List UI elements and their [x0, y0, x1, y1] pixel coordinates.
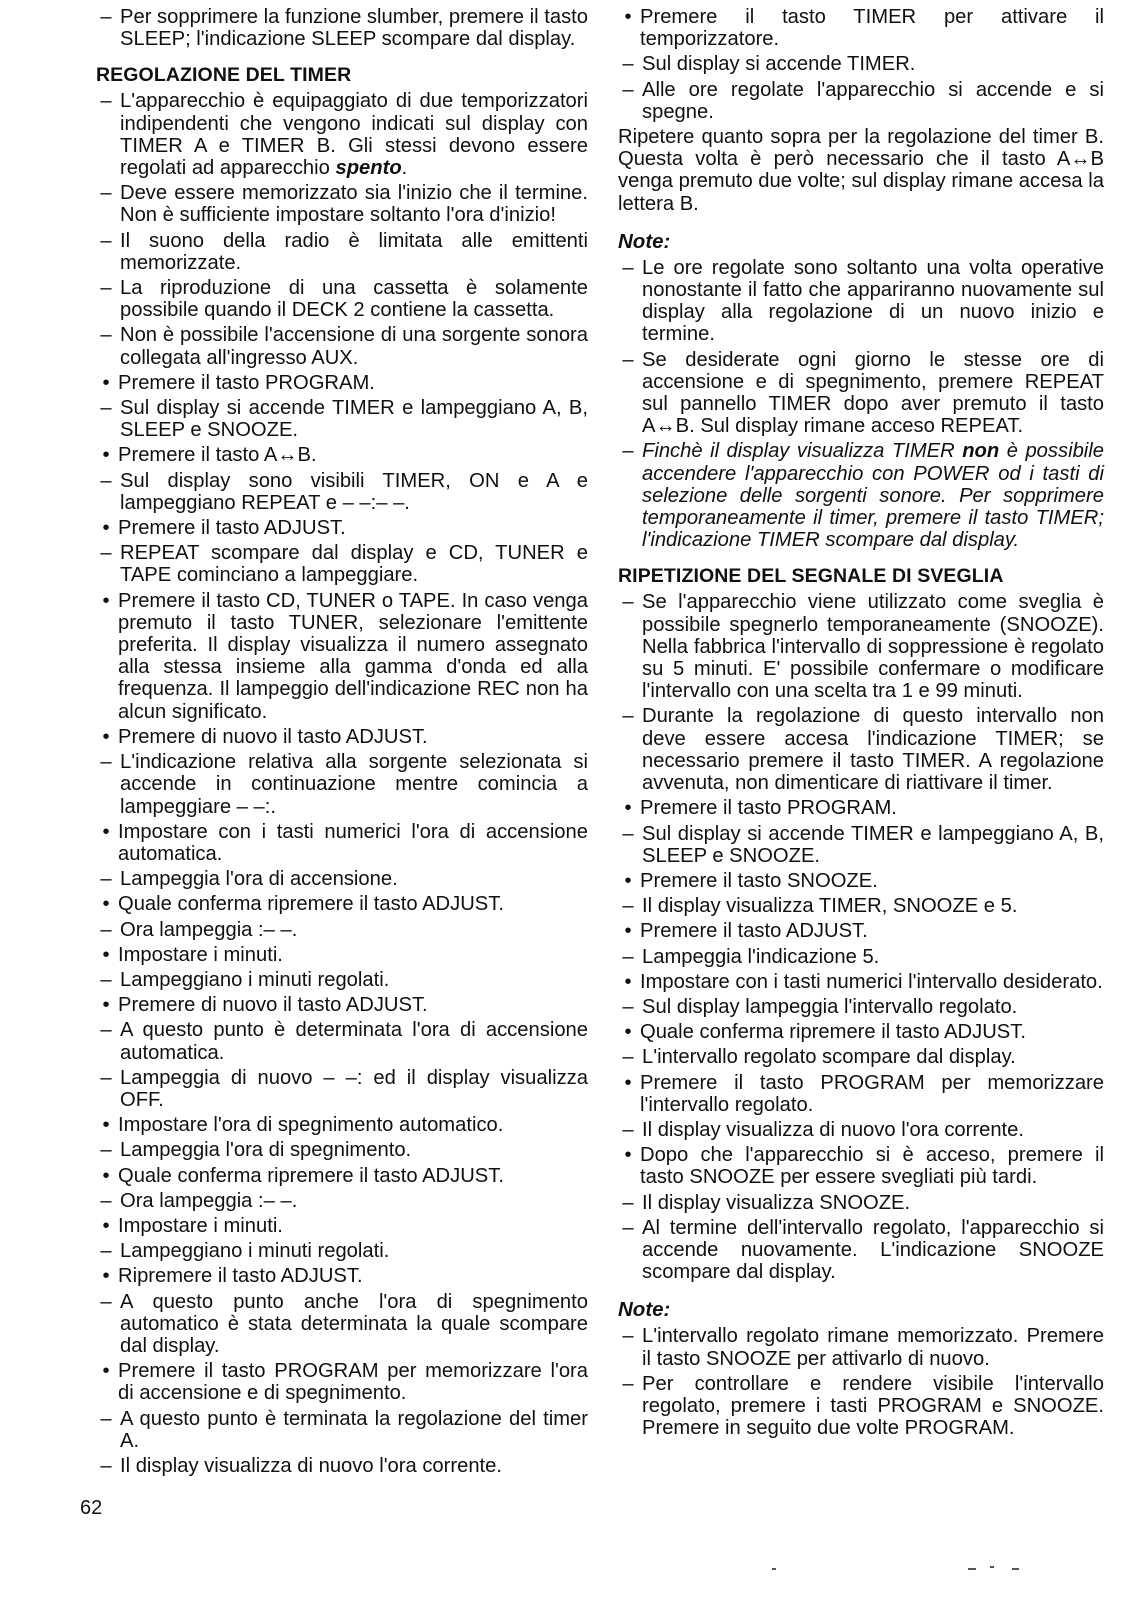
- dash-icon: –: [100, 542, 112, 565]
- bullet-icon: •: [624, 1071, 632, 1094]
- item-text: [618, 440, 1104, 551]
- text-segment: L'apparecchio è equipaggiato di due temporizzatori indipendenti che vengono indicati sul display con TIMER A e TIMER B. Gli stessi devono essere regolati ad apparecchio: [120, 90, 588, 180]
- item-text: Premere di nuovo il tasto ADJUST.: [118, 725, 428, 748]
- page-number: 62: [80, 1497, 103, 1519]
- dash-icon: –: [622, 348, 634, 371]
- dash-icon: –: [100, 1290, 112, 1313]
- item-text: Lampeggia di nuovo – –: ed il display visualizza OFF.: [120, 1066, 588, 1111]
- item-text: Il display visualizza TIMER, SNOOZE e 5.: [642, 895, 1018, 918]
- item-text: A questo punto è terminata la regolazione del timer A.: [120, 1407, 588, 1452]
- bullet-step: [618, 971, 1104, 993]
- dash-icon: –: [100, 1407, 112, 1430]
- item-text: Ora lampeggia :– –.: [120, 1189, 298, 1212]
- bullet-icon: •: [102, 725, 110, 748]
- item-text: A questo punto è determinata l'ora di accensione automatica.: [120, 1019, 588, 1064]
- item-text: Lampeggiano i minuti regolati.: [120, 968, 390, 991]
- item-text: Lampeggia l'ora di accensione.: [120, 868, 398, 891]
- item-text: Il display visualizza di nuovo l'ora corrente.: [120, 1454, 502, 1477]
- section-heading: RIPETIZIONE DEL SEGNALE DI SVEGLIA: [618, 565, 1004, 588]
- bullet-step: [618, 797, 1104, 819]
- item-text: Sul display si accende TIMER e lampeggiano A, B, SLEEP e SNOOZE.: [120, 397, 588, 442]
- bullet-step: [96, 590, 588, 723]
- dash-note: [96, 919, 588, 941]
- bullet-step: [96, 1360, 588, 1404]
- bullet-step: [618, 1144, 1104, 1188]
- dash-icon: –: [100, 1189, 112, 1212]
- right-column: [618, 6, 1104, 1442]
- bullet-step: [96, 372, 588, 394]
- bullet-icon: •: [102, 589, 110, 612]
- bullet-icon: •: [102, 1360, 110, 1383]
- dash-icon: –: [100, 229, 112, 252]
- item-text: Il display visualizza SNOOZE.: [642, 1191, 911, 1214]
- bullet-step: [618, 1072, 1104, 1116]
- bullet-icon: •: [102, 893, 110, 916]
- dash-note: [96, 1190, 588, 1212]
- item-text: Premere il tasto PROGRAM.: [118, 371, 375, 394]
- dash-icon: –: [622, 1325, 634, 1348]
- dash-note: [618, 895, 1104, 917]
- item-text: Se l'apparecchio viene utilizzato come sveglia è possibile spegnerlo temporaneamente (SNOOZE). Nella fabbrica l'intervallo di soppressione è regolato su 5 minuti. E' possibile confermare o modificare l'intervallo con una scelta tra 1 e 99 minuti.: [642, 591, 1104, 703]
- dash-note: [96, 90, 588, 179]
- item-text: Premere il tasto ADJUST.: [640, 920, 868, 943]
- bullet-icon: •: [624, 1144, 632, 1167]
- dash-note: [96, 470, 588, 514]
- dash-icon: –: [622, 1046, 634, 1069]
- bullet-step: [96, 944, 588, 966]
- item-text: L'intervallo regolato scompare dal display.: [642, 1046, 1016, 1069]
- dash-note: [96, 542, 588, 586]
- item-text: Sul display sono visibili TIMER, ON e A e lampeggiano REPEAT e – –:– –.: [120, 469, 588, 514]
- item-text: L'intervallo regolato rimane memorizzato. Premere il tasto SNOOZE per attivarlo di nuovo.: [642, 1325, 1104, 1370]
- dash-icon: –: [622, 1216, 634, 1239]
- dash-note: [96, 1291, 588, 1358]
- item-text: Ora lampeggia :– –.: [120, 918, 298, 941]
- dash-note: [96, 1455, 588, 1477]
- text-segment: .: [401, 157, 408, 180]
- dash-icon: –: [622, 1191, 634, 1214]
- scan-speck: [1012, 1568, 1019, 1570]
- bullet-step: [96, 444, 588, 466]
- dash-icon: –: [622, 995, 634, 1018]
- item-text: Premere il tasto TIMER per attivare il temporizzatore.: [640, 6, 1104, 51]
- bullet-icon: •: [102, 1214, 110, 1237]
- item-text: Premere il tasto PROGRAM per memorizzare l'ora di accensione e di spegnimento.: [118, 1360, 588, 1405]
- dash-icon: –: [100, 968, 112, 991]
- bullet-icon: •: [624, 920, 632, 943]
- item-text: Premere il tasto CD, TUNER o TAPE. In caso venga premuto il tasto TUNER, selezionare l'emittente preferita. Il display visualizza il numero assegnato alla stessa insieme alla gamma d'onda ed alla frequenza. Il lampeggio dell'indicazione REC non ha alcun significato.: [118, 589, 588, 723]
- bullet-icon: •: [624, 869, 632, 892]
- item-text: Premere il tasto A↔B.: [118, 444, 317, 467]
- dash-note: [96, 277, 588, 321]
- item-text: Lampeggia l'ora di spegnimento.: [120, 1139, 412, 1162]
- dash-icon: –: [100, 918, 112, 941]
- bullet-icon: •: [102, 1164, 110, 1187]
- item-text: Sul display lampeggia l'intervallo regolato.: [642, 995, 1018, 1018]
- bullet-step: [96, 1215, 588, 1237]
- dash-note: [618, 1192, 1104, 1214]
- dash-icon: –: [100, 1066, 112, 1089]
- item-text: REPEAT scompare dal display e CD, TUNER e TAPE cominciano a lampeggiare.: [120, 542, 588, 587]
- dash-note: [618, 946, 1104, 968]
- item-text: A questo punto anche l'ora di spegnimento automatico è stata determinata la quale scompare dal display.: [120, 1290, 588, 1357]
- dash-note: [96, 6, 588, 50]
- item-text: L'indicazione relativa alla sorgente selezionata si accende in continuazione mentre comincia a lampeggiare – –:.: [120, 751, 588, 818]
- scan-specks: [0, 1560, 1129, 1570]
- scan-speck: [990, 1566, 994, 1568]
- item-text: Il suono della radio è limitata alle emittenti memorizzate.: [120, 229, 588, 274]
- dash-icon: –: [622, 945, 634, 968]
- scan-speck: [772, 1568, 776, 1570]
- bullet-step: [96, 893, 588, 915]
- bullet-step: [96, 517, 588, 539]
- item-text: Lampeggia l'indicazione 5.: [642, 945, 880, 968]
- paragraph: Ripetere quanto sopra per la regolazione del timer B. Questa volta è però necessario che il tasto A↔B venga premuto due volte; sul display rimane accesa la lettera B.: [618, 126, 1104, 215]
- dash-icon: –: [622, 440, 634, 463]
- dash-note: [618, 705, 1104, 794]
- item-text: Premere il tasto PROGRAM.: [640, 797, 897, 820]
- bullet-icon: •: [102, 820, 110, 843]
- dash-icon: –: [622, 705, 634, 728]
- bullet-icon: •: [624, 970, 632, 993]
- dash-note: [618, 440, 1104, 551]
- item-text: Le ore regolate sono soltanto una volta operative nonostante il fatto che appariranno nuovamente sul display alla regolazione di un nuovo inizio e termine.: [642, 256, 1104, 346]
- item-text: Per sopprimere la funzione slumber, premere il tasto SLEEP; l'indicazione SLEEP scompare dal display.: [120, 6, 588, 51]
- bullet-step: [96, 726, 588, 748]
- dash-icon: –: [622, 256, 634, 279]
- item-text: Durante la regolazione di questo intervallo non deve essere accesa l'indicazione TIMER; se necessario premere il tasto TIMER. A regolazione avvenuta, non dimenticare di riattivare il timer.: [642, 705, 1104, 795]
- item-text: Sul display si accende TIMER.: [642, 53, 916, 76]
- scan-speck: [968, 1568, 976, 1570]
- dash-note: [96, 182, 588, 226]
- dash-note: [618, 257, 1104, 346]
- dash-icon: –: [622, 822, 634, 845]
- bullet-step: [96, 1265, 588, 1287]
- dash-icon: –: [100, 324, 112, 347]
- dash-note: [96, 751, 588, 818]
- dash-icon: –: [100, 751, 112, 774]
- left-column: [96, 6, 588, 1480]
- dash-icon: –: [622, 591, 634, 614]
- dash-note: [618, 1217, 1104, 1284]
- dash-icon: –: [622, 1372, 634, 1395]
- item-text: Impostare con i tasti numerici l'ora di accensione automatica.: [118, 820, 588, 865]
- dash-note: [96, 1240, 588, 1262]
- item-text: La riproduzione di una cassetta è solamente possibile quando il DECK 2 contiene la cassetta.: [120, 277, 588, 322]
- dash-icon: –: [622, 1118, 634, 1141]
- item-text: Per controllare e rendere visibile l'intervallo regolato, premere i tasti PROGRAM e SNOOZE. Premere in seguito due volte PROGRAM.: [642, 1372, 1104, 1440]
- note-heading: Note:: [618, 229, 671, 253]
- item-text: Quale conferma ripremere il tasto ADJUST.: [118, 1164, 504, 1187]
- dash-note: [96, 230, 588, 274]
- bullet-icon: •: [102, 994, 110, 1017]
- item-text: Il display visualizza di nuovo l'ora corrente.: [642, 1118, 1024, 1141]
- dash-note: [96, 1067, 588, 1111]
- section-heading: REGOLAZIONE DEL TIMER: [96, 64, 352, 87]
- item-text: Ripremere il tasto ADJUST.: [118, 1265, 363, 1288]
- item-text: Impostare i minuti.: [118, 943, 283, 966]
- dash-icon: –: [100, 1454, 112, 1477]
- bullet-icon: •: [624, 6, 632, 28]
- dash-icon: –: [100, 868, 112, 891]
- dash-note: [618, 1119, 1104, 1141]
- dash-icon: –: [100, 397, 112, 420]
- bullet-step: [96, 821, 588, 865]
- dash-note: [96, 324, 588, 368]
- dash-icon: –: [100, 277, 112, 300]
- dash-icon: –: [622, 895, 634, 918]
- bullet-icon: •: [102, 371, 110, 394]
- bullet-icon: •: [102, 444, 110, 467]
- item-text: Impostare l'ora di spegnimento automatico.: [118, 1114, 504, 1137]
- text-segment: Finchè il display visualizza TIMER: [642, 440, 963, 463]
- dash-icon: –: [100, 182, 112, 205]
- item-text: Impostare con i tasti numerici l'intervallo desiderato.: [640, 970, 1103, 993]
- dash-icon: –: [100, 469, 112, 492]
- item-text: Dopo che l'apparecchio si è acceso, premere il tasto SNOOZE per essere svegliati più tardi.: [640, 1144, 1104, 1189]
- bullet-icon: •: [624, 797, 632, 820]
- dash-note: [618, 1373, 1104, 1440]
- item-text: Quale conferma ripremere il tasto ADJUST.: [118, 893, 504, 916]
- item-text: Al termine dell'intervallo regolato, l'apparecchio si accende nuovamente. L'indicazione SNOOZE scompare dal display.: [642, 1216, 1104, 1284]
- dash-note: [618, 53, 1104, 75]
- dash-icon: –: [100, 1019, 112, 1042]
- dash-note: [618, 996, 1104, 1018]
- item-text: Non è possibile l'accensione di una sorgente sonora collegata all'ingresso AUX.: [120, 324, 588, 369]
- item-text: Alle ore regolate l'apparecchio si accende e si spegne.: [642, 78, 1104, 123]
- dash-icon: –: [100, 1240, 112, 1263]
- item-text: Lampeggiano i minuti regolati.: [120, 1240, 390, 1263]
- item-text: Quale conferma ripremere il tasto ADJUST.: [640, 1021, 1026, 1044]
- item-text: Premere il tasto ADJUST.: [118, 517, 346, 540]
- bullet-step: [618, 920, 1104, 942]
- dash-note: [96, 397, 588, 441]
- dash-icon: –: [622, 78, 634, 101]
- dash-icon: –: [100, 6, 112, 28]
- dash-note: [96, 868, 588, 890]
- bullet-step: [96, 1114, 588, 1136]
- bullet-step: [618, 6, 1104, 50]
- emphasis-text: spento: [335, 157, 402, 180]
- dash-note: [96, 1139, 588, 1161]
- item-text: Se desiderate ogni giorno le stesse ore di accensione e di spegnimento, premere REPEAT sul pannello TIMER dopo aver premuto il tasto A↔B. Sul display rimane acceso REPEAT.: [642, 348, 1104, 438]
- bullet-step: [96, 1165, 588, 1187]
- item-text: Premere di nuovo il tasto ADJUST.: [118, 994, 428, 1017]
- item-text: [96, 90, 588, 179]
- bullet-icon: •: [102, 1114, 110, 1137]
- dash-note: [618, 823, 1104, 867]
- bullet-icon: •: [624, 1021, 632, 1044]
- bullet-step: [96, 994, 588, 1016]
- item-text: Impostare i minuti.: [118, 1214, 283, 1237]
- dash-note: [96, 1408, 588, 1452]
- bullet-icon: •: [102, 1265, 110, 1288]
- bullet-step: [618, 1021, 1104, 1043]
- dash-icon: –: [622, 53, 634, 76]
- item-text: Premere il tasto SNOOZE.: [640, 869, 878, 892]
- dash-note: [96, 969, 588, 991]
- dash-note: [618, 79, 1104, 123]
- dash-icon: –: [100, 1139, 112, 1162]
- strong-text: non: [962, 440, 1000, 463]
- dash-note: [618, 1325, 1104, 1369]
- item-text: Deve essere memorizzato sia l'inizio che il termine. Non è sufficiente impostare soltanto l'ora d'inizio!: [120, 182, 588, 227]
- bullet-icon: •: [102, 943, 110, 966]
- item-text: Sul display si accende TIMER e lampeggiano A, B, SLEEP e SNOOZE.: [642, 822, 1104, 867]
- dash-note: [618, 591, 1104, 702]
- text-segment: è possibile accendere l'apparecchio con POWER od i tasti di selezione delle sorgenti sonore. Per sopprimere temporaneamente il timer, premere il tasto TIMER; l'indicazione TIMER scompare dal display.: [642, 440, 1104, 552]
- dash-note: [618, 1046, 1104, 1068]
- bullet-icon: •: [102, 517, 110, 540]
- dash-icon: –: [100, 90, 112, 113]
- item-text: Premere il tasto PROGRAM per memorizzare l'intervallo regolato.: [640, 1071, 1104, 1116]
- bullet-step: [618, 870, 1104, 892]
- note-heading: Note:: [618, 1298, 671, 1322]
- dash-note: [618, 349, 1104, 438]
- dash-note: [96, 1019, 588, 1063]
